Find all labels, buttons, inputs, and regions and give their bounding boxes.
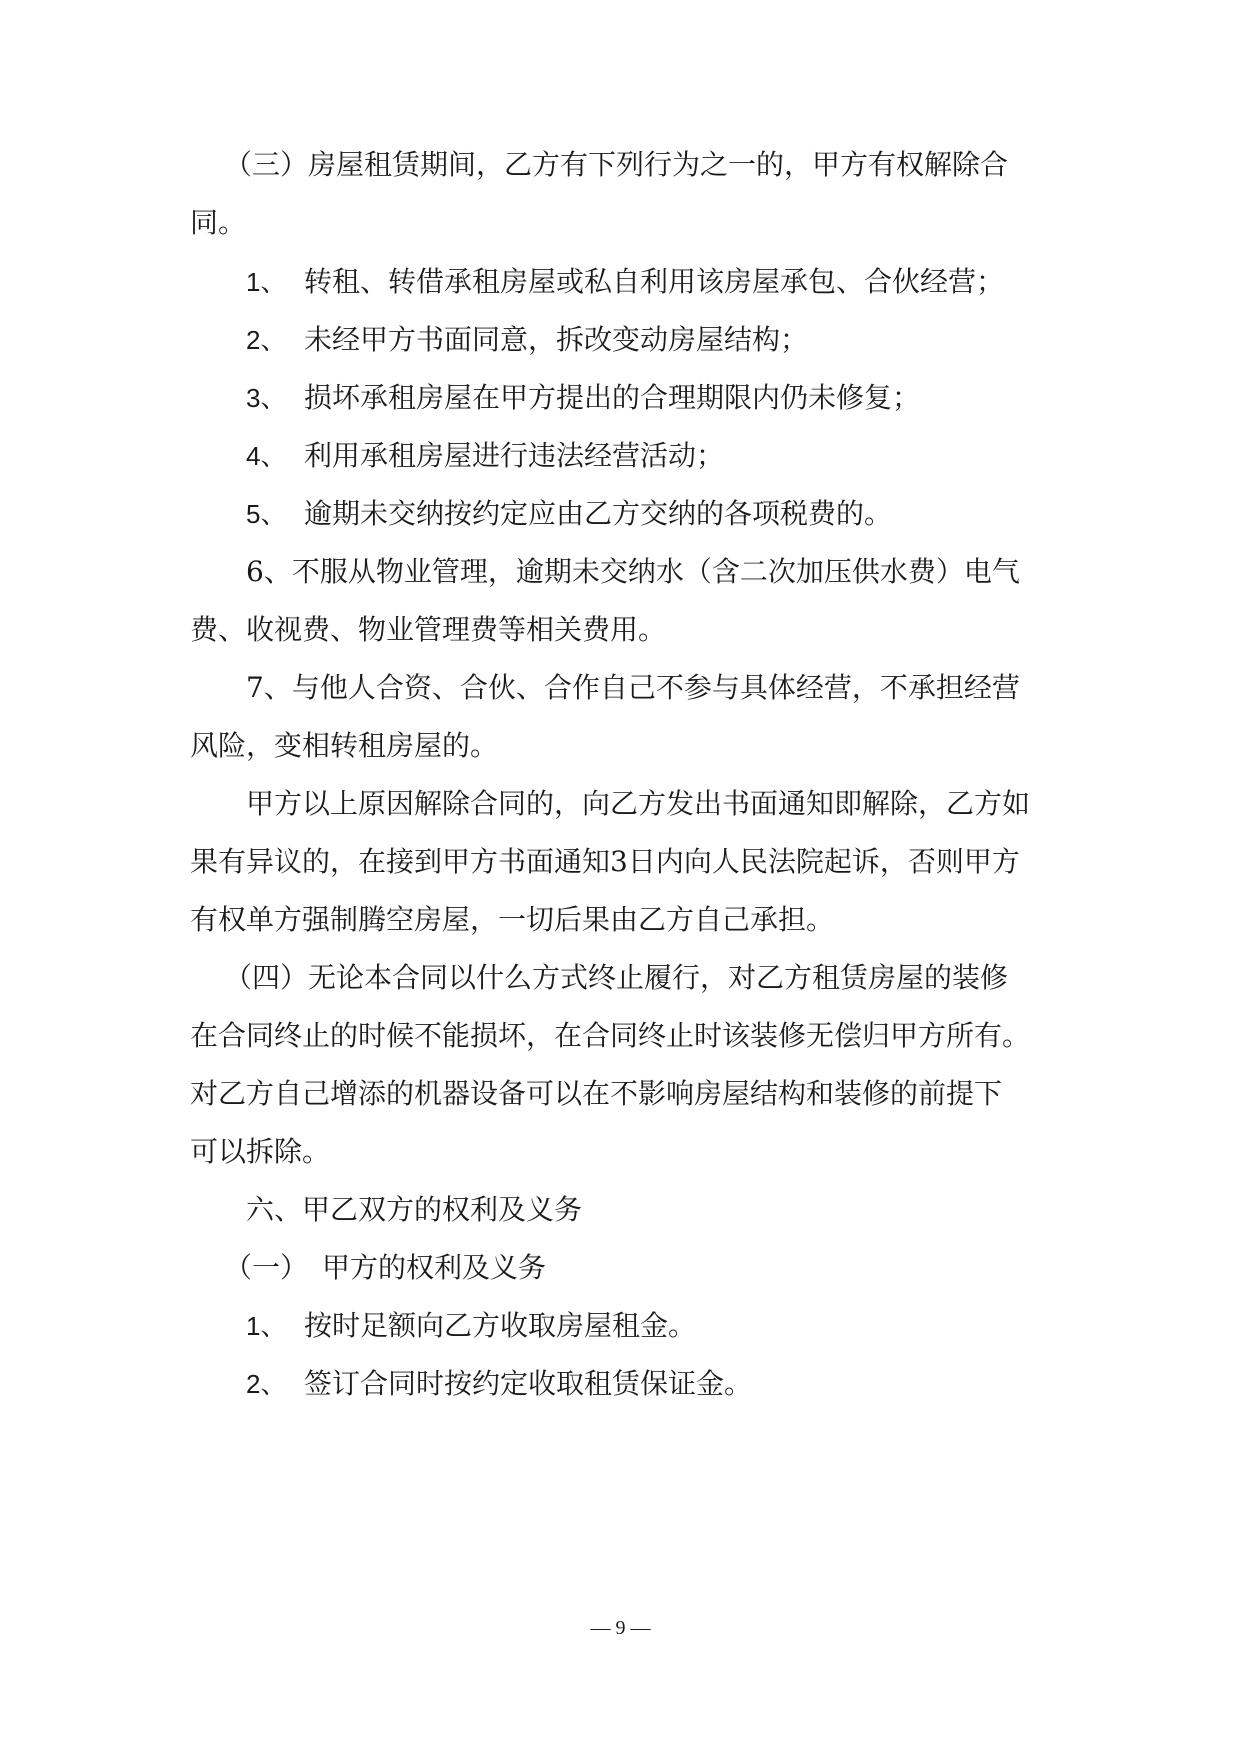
list-item	[246, 494, 892, 534]
list-item-text: 按时足额向乙方收取房屋租金。	[304, 1309, 697, 1342]
paragraph-line: 甲方以上原因解除合同的，向乙方发出书面通知即解除，乙方如	[246, 787, 1031, 820]
list-item	[246, 320, 808, 360]
paragraph-line: （四）无论本合同以什么方式终止履行，对乙方租赁房屋的装修	[224, 961, 1009, 994]
list-number: 2、	[246, 325, 287, 355]
subsection-heading: （一） 甲方的权利及义务	[224, 1251, 547, 1284]
list-number: 4、	[246, 441, 287, 471]
paragraph-line: 费、收视费、物业管理费等相关费用。	[190, 613, 667, 646]
list-item-text: 损坏承租房屋在甲方提出的合理期限内仍未修复；	[304, 381, 921, 414]
list-item	[246, 1364, 752, 1404]
list-number: 5、	[246, 499, 287, 529]
list-item	[246, 262, 1004, 302]
section-heading: 六、甲乙双方的权利及义务	[246, 1193, 583, 1226]
list-item-text: 未经甲方书面同意，拆改变动房屋结构；	[304, 323, 809, 356]
list-number: 3、	[246, 383, 287, 413]
list-item	[246, 378, 920, 418]
paragraph-line: （三）房屋租赁期间，乙方有下列行为之一的，甲方有权解除合	[224, 148, 1009, 181]
list-number: 1、	[246, 267, 287, 297]
list-item-text: 逾期未交纳按约定应由乙方交纳的各项税费的。	[304, 497, 893, 530]
paragraph-line: 在合同终止的时候不能损坏，在合同终止时该装修无偿归甲方所有。	[190, 1019, 1031, 1052]
paragraph-line: 可以拆除。	[190, 1135, 331, 1168]
list-item	[246, 1306, 696, 1346]
paragraph-line: 6、不服从物业管理，逾期未交纳水（含二次加压供水费）电气	[246, 555, 1020, 588]
page-number: — 9 —	[590, 1617, 651, 1639]
list-number: 1、	[246, 1311, 287, 1341]
list-number: 2、	[246, 1369, 287, 1399]
list-item-text: 利用承租房屋进行违法经营活动；	[304, 439, 725, 472]
list-item	[246, 436, 724, 476]
list-item-text: 签订合同时按约定收取租赁保证金。	[304, 1367, 753, 1400]
list-item-text: 转租、转借承租房屋或私自利用该房屋承包、合伙经营；	[304, 265, 1005, 298]
paragraph-line: 有权单方强制腾空房屋，一切后果由乙方自己承担。	[190, 903, 835, 936]
paragraph-line: 果有异议的，在接到甲方书面通知3日内向人民法院起诉，否则甲方	[190, 845, 1020, 878]
paragraph-line: 同。	[190, 206, 247, 239]
paragraph-line: 对乙方自己增添的机器设备可以在不影响房屋结构和装修的前提下	[190, 1077, 1003, 1110]
paragraph-line: 风险，变相转租房屋的。	[190, 729, 499, 762]
paragraph-line: 7、与他人合资、合伙、合作自己不参与具体经营，不承担经营	[246, 671, 1020, 704]
